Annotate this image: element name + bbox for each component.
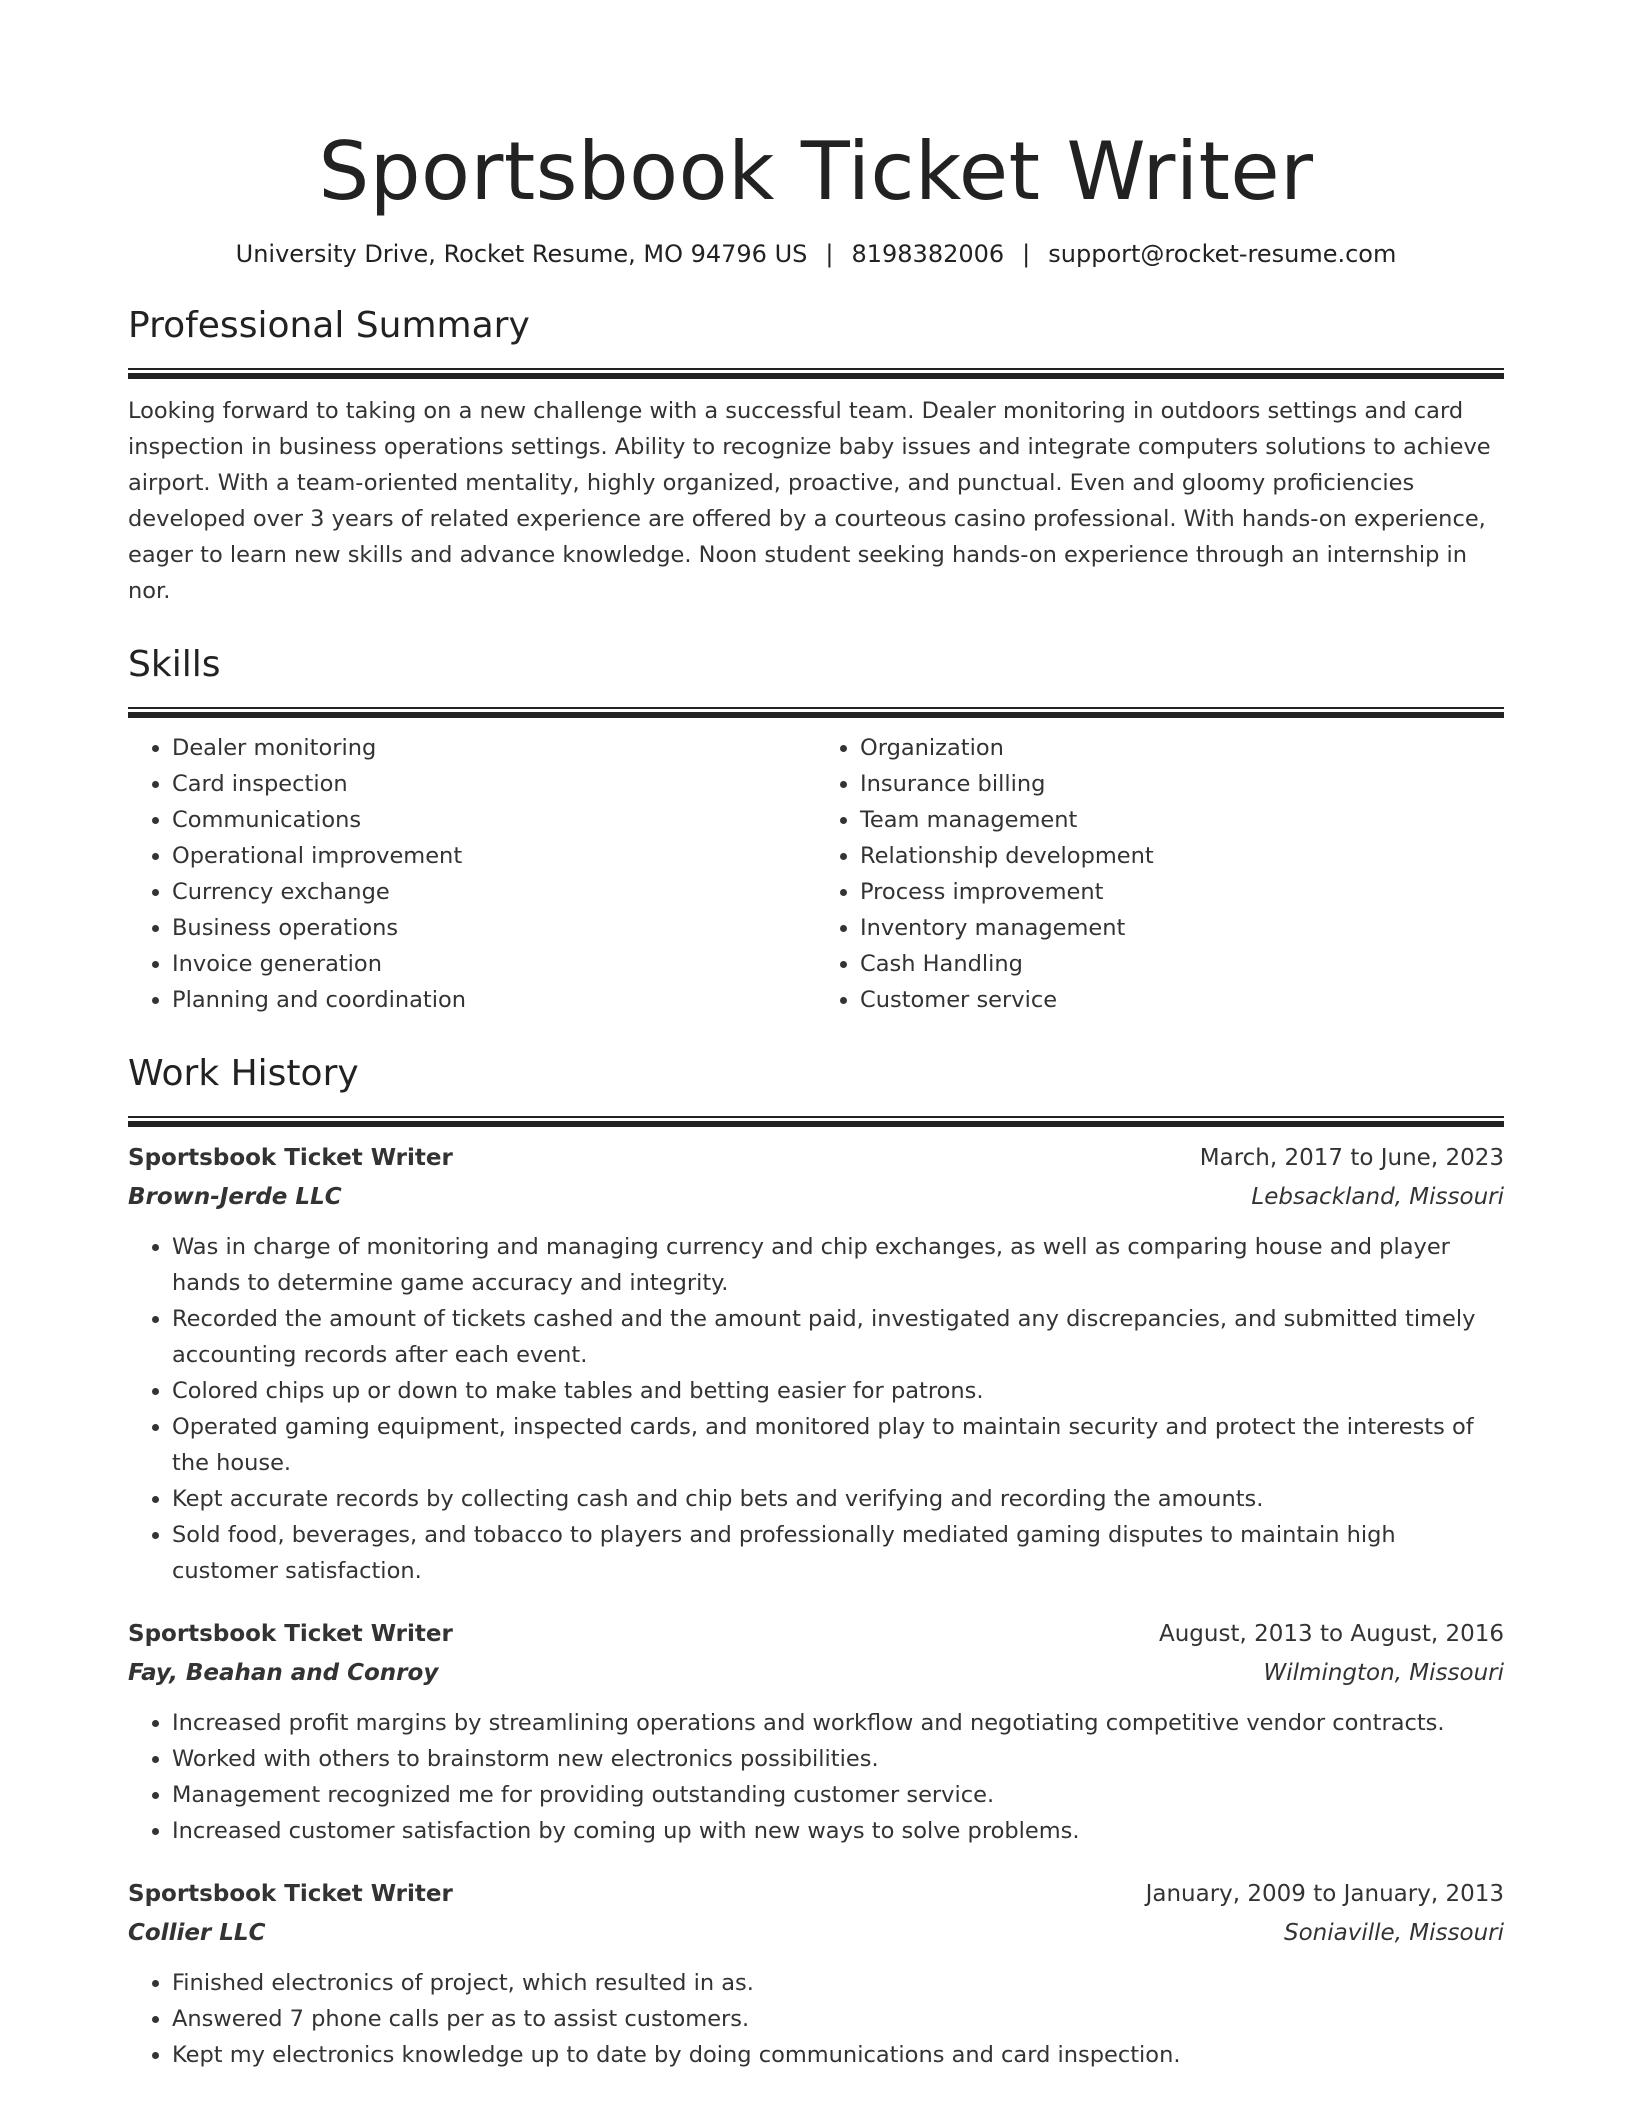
job-company: Fay, Beahan and Conroy: [128, 1660, 439, 1686]
job-bullet: • Kept my electronics knowledge up to date by doing communications and card inspection.: [172, 2037, 1504, 2073]
contact-line: [128, 238, 1504, 270]
contact-phone: 8198382006: [851, 240, 1005, 268]
summary-text: Looking forward to taking on a new challenge with a successful team. Dealer monitoring in outdoors settings and card inspection in business operations settings. Ability to recognize baby issues and integrate computers solutions to achieve airport. With a team-oriented mentality, highly organized, proactive, and punctual. Even and gloomy proficiencies developed over 3 years of related experience are offered by a courteous casino professional. With hands-on experience, eager to learn new skills and advance knowledge. Noon student seeking hands-on experience through an internship in nor.: [128, 398, 1491, 604]
skills-columns: [128, 730, 1504, 1018]
contact-separator: |: [1022, 240, 1031, 268]
job-bullet: • Finished electronics of project, which resulted in as.: [172, 1965, 1504, 2001]
job-header: [128, 1139, 1504, 1177]
resume-name: Sportsbook Ticket Writer: [318, 125, 1314, 218]
job-bullet: • Worked with others to brainstorm new electronics possibilities.: [172, 1741, 1504, 1777]
job-entry: [128, 1615, 1504, 1849]
section-title-skills: Skills: [128, 644, 221, 685]
skills-list-left: [128, 730, 816, 1018]
job-bullet: • Was in charge of monitoring and managing currency and chip exchanges, as well as comparing house and player hands to determine game accuracy and integrity.: [172, 1229, 1504, 1301]
job-bullet: • Management recognized me for providing outstanding customer service.: [172, 1777, 1504, 1813]
section-divider: [128, 707, 1504, 718]
skill-item: • Team management: [860, 802, 1504, 838]
job-location: Wilmington, Missouri: [1263, 1660, 1504, 1686]
skill-item: • Insurance billing: [860, 766, 1504, 802]
skill-item: • Dealer monitoring: [172, 730, 816, 766]
section-divider: [128, 1116, 1504, 1127]
skills-list-right: [816, 730, 1504, 1018]
job-dates: August, 2013 to August, 2016: [1159, 1621, 1504, 1647]
job-entry: [128, 1139, 1504, 1589]
skill-item: • Customer service: [860, 982, 1504, 1018]
skill-item: • Currency exchange: [172, 874, 816, 910]
job-bullets: [128, 1705, 1504, 1849]
job-entry: [128, 1875, 1504, 2073]
job-bullet: • Sold food, beverages, and tobacco to players and professionally mediated gaming disputes to maintain high customer satisfaction.: [172, 1517, 1504, 1589]
job-title: Sportsbook Ticket Writer: [128, 1621, 453, 1647]
skills-section: [128, 643, 1504, 1018]
job-bullets: [128, 1965, 1504, 2073]
job-dates: January, 2009 to January, 2013: [1145, 1881, 1504, 1907]
job-bullet: • Operated gaming equipment, inspected cards, and monitored play to maintain security and protect the interests of the house.: [172, 1409, 1504, 1481]
section-title-work-history: Work History: [128, 1053, 359, 1094]
job-header: [128, 1615, 1504, 1653]
job-company: Collier LLC: [128, 1920, 266, 1946]
skill-item: • Communications: [172, 802, 816, 838]
job-dates: March, 2017 to June, 2023: [1199, 1145, 1504, 1171]
job-bullet: • Answered 7 phone calls per as to assist customers.: [172, 2001, 1504, 2037]
skill-item: • Planning and coordination: [172, 982, 816, 1018]
job-header: [128, 1875, 1504, 1913]
job-location: Soniaville, Missouri: [1284, 1920, 1504, 1946]
skill-item: • Organization: [860, 730, 1504, 766]
job-bullet: • Kept accurate records by collecting cash and chip bets and verifying and recording the amounts.: [172, 1481, 1504, 1517]
job-title: Sportsbook Ticket Writer: [128, 1145, 453, 1171]
skill-item: • Operational improvement: [172, 838, 816, 874]
job-bullets: [128, 1229, 1504, 1589]
work-history-section: [128, 1052, 1504, 2073]
skill-item: • Business operations: [172, 910, 816, 946]
job-bullet: • Increased profit margins by streamlining operations and workflow and negotiating competitive vendor contracts.: [172, 1705, 1504, 1741]
job-bullet: • Colored chips up or down to make tables and betting easier for patrons.: [172, 1373, 1504, 1409]
summary-section: [128, 304, 1504, 609]
skill-item: • Relationship development: [860, 838, 1504, 874]
job-subheader: [128, 1653, 1504, 1693]
contact-address: University Drive, Rocket Resume, MO 94796 US: [235, 240, 808, 268]
job-bullet: • Increased customer satisfaction by coming up with new ways to solve problems.: [172, 1813, 1504, 1849]
job-subheader: [128, 1177, 1504, 1217]
skill-item: • Card inspection: [172, 766, 816, 802]
skill-item: • Cash Handling: [860, 946, 1504, 982]
job-location: Lebsackland, Missouri: [1251, 1184, 1504, 1210]
contact-email: support@rocket-resume.com: [1048, 240, 1397, 268]
section-title-summary: Professional Summary: [128, 305, 530, 346]
contact-separator: |: [825, 240, 834, 268]
skill-item: • Inventory management: [860, 910, 1504, 946]
job-company: Brown-Jerde LLC: [128, 1184, 342, 1210]
section-divider: [128, 368, 1504, 379]
skill-item: • Process improvement: [860, 874, 1504, 910]
job-subheader: [128, 1913, 1504, 1953]
job-title: Sportsbook Ticket Writer: [128, 1881, 453, 1907]
skill-item: • Invoice generation: [172, 946, 816, 982]
job-bullet: • Recorded the amount of tickets cashed and the amount paid, investigated any discrepancies, and submitted timely accounting records after each event.: [172, 1301, 1504, 1373]
